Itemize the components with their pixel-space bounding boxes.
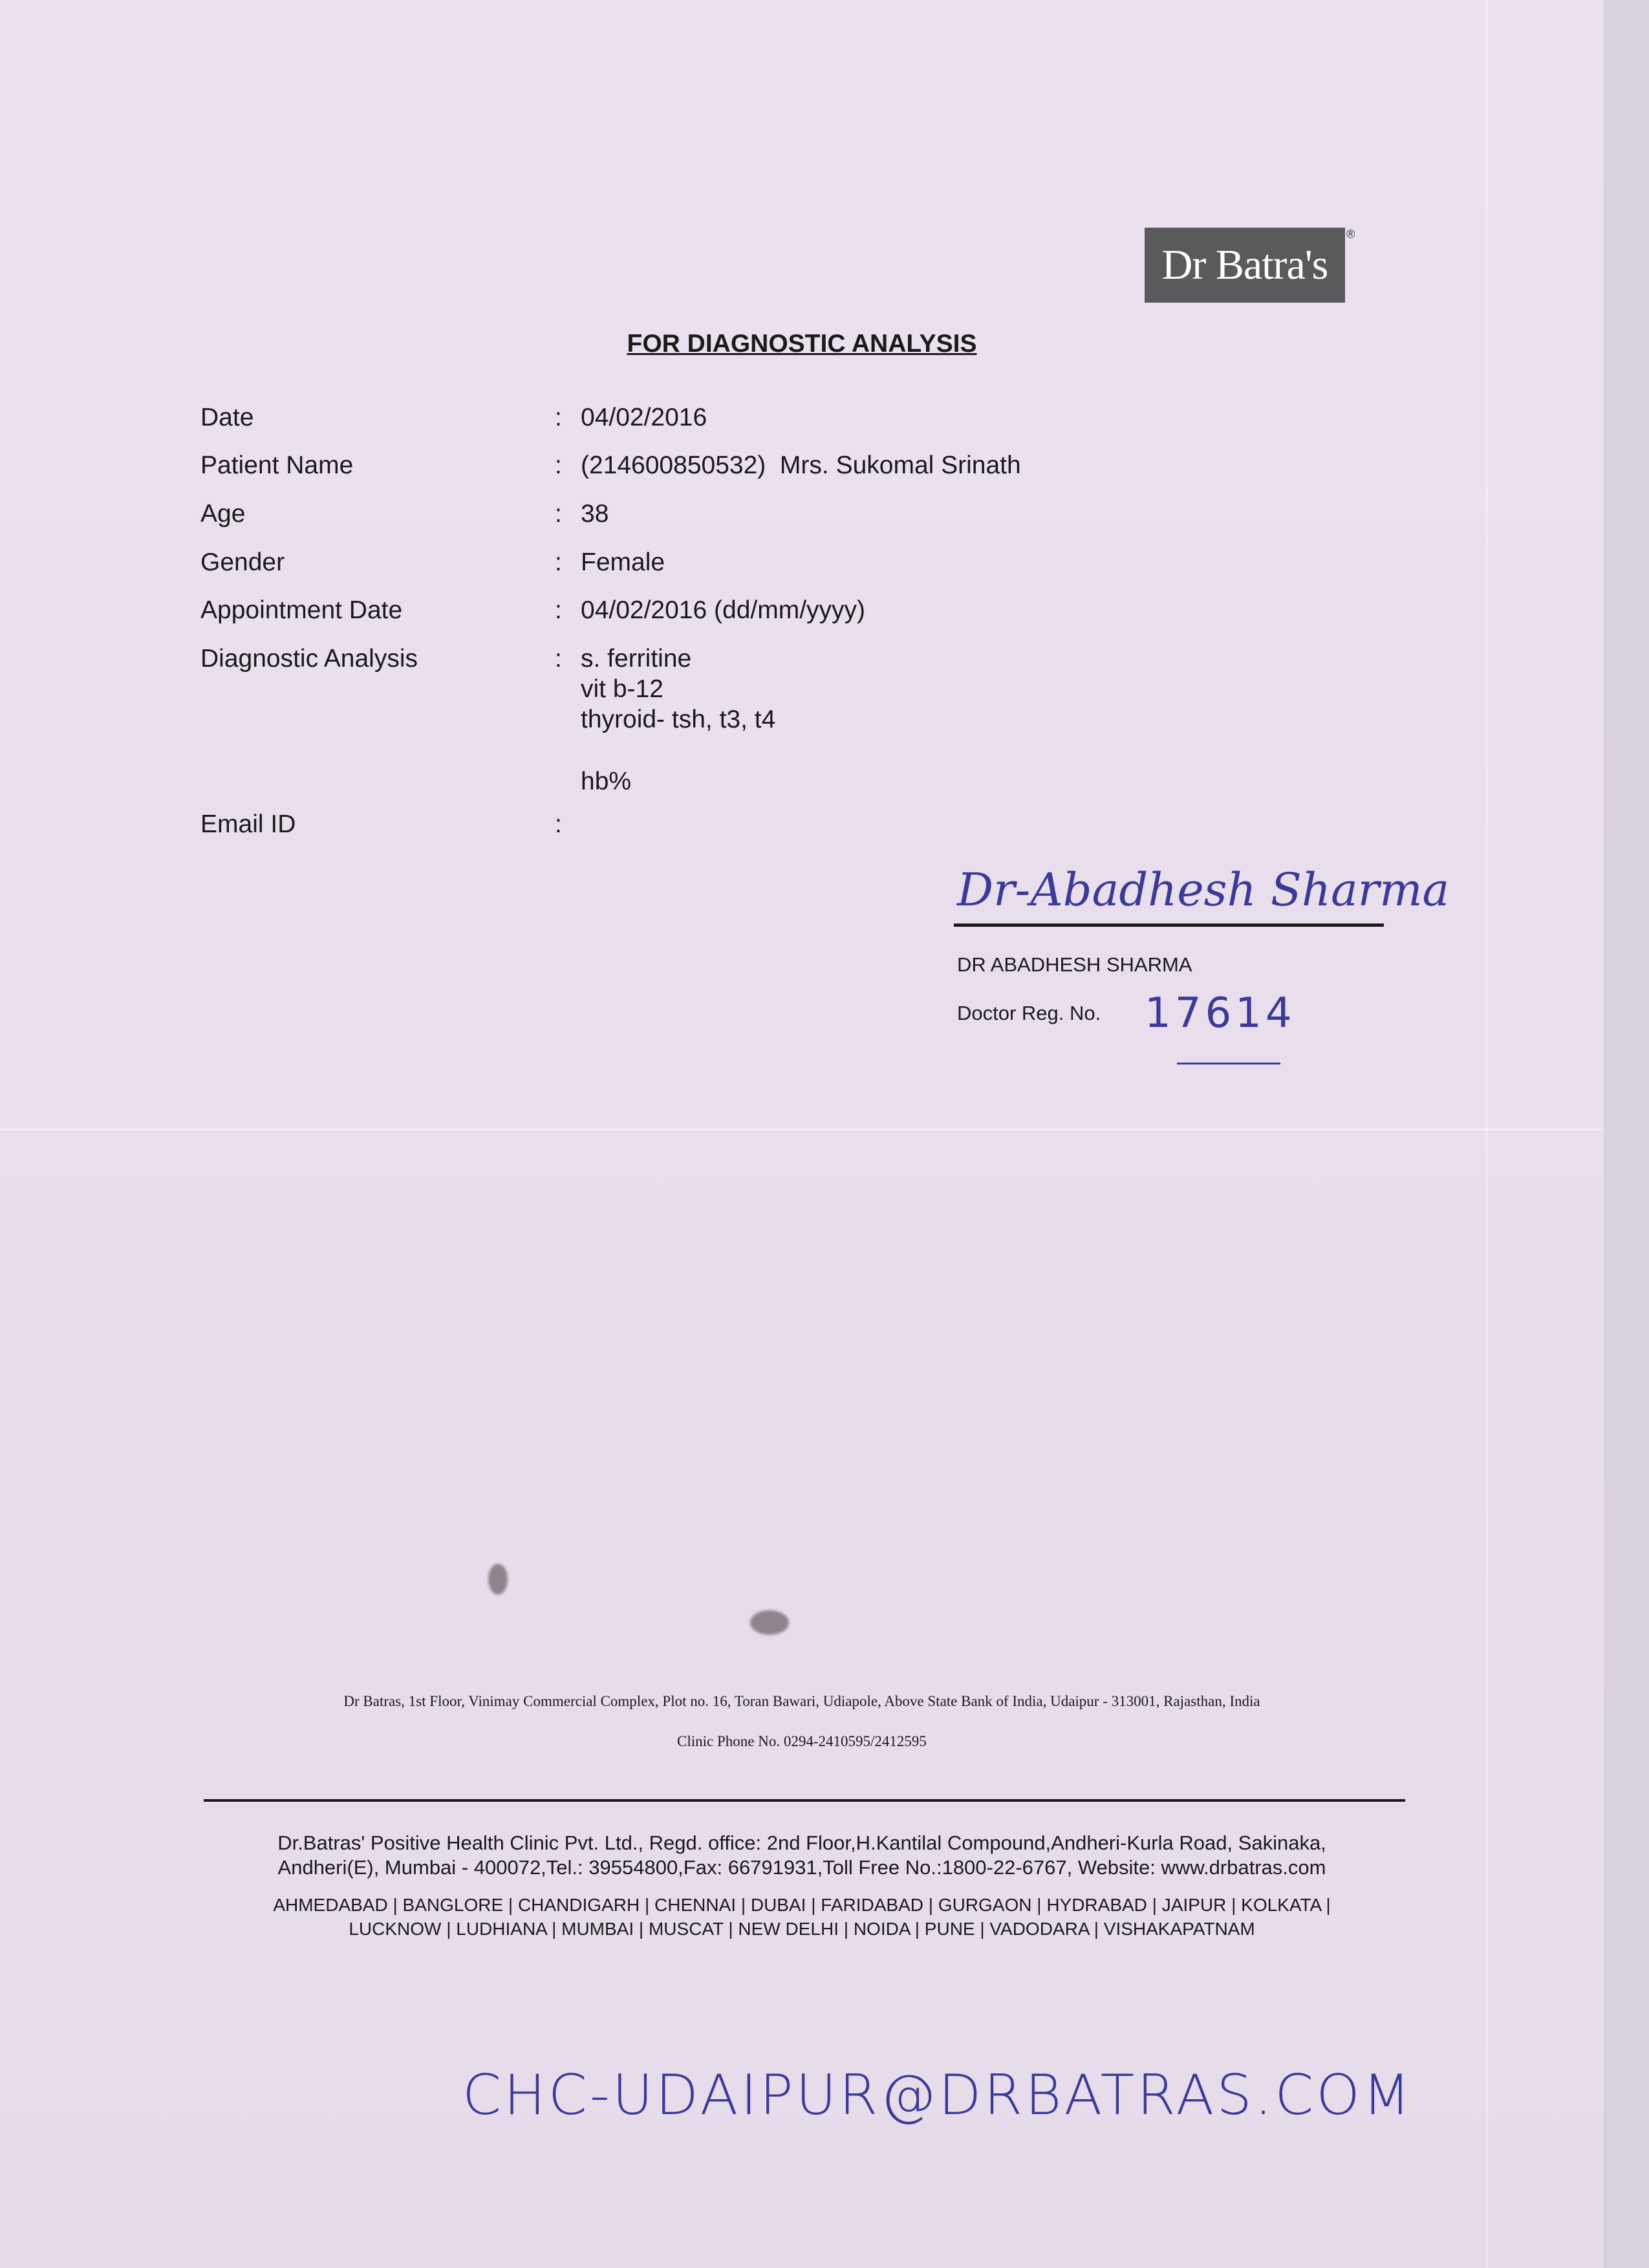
appointment-date-value: 04/02/2016 (dd/mm/yyyy) bbox=[581, 596, 866, 624]
company-info-line: Dr.Batras' Positive Health Clinic Pvt. Ltd., Regd. office: 2nd Floor,H.Kantilal Compound,Andheri-Kurla Road, Sakinaka, bbox=[277, 1831, 1326, 1854]
gender-label: Gender bbox=[200, 548, 285, 576]
analysis-item: vit b-12 bbox=[581, 675, 663, 703]
reg-underline bbox=[1177, 1063, 1280, 1064]
email-label: Email ID bbox=[200, 810, 296, 838]
analysis-item: thyroid- tsh, t3, t4 bbox=[581, 706, 776, 733]
paper-fold bbox=[0, 1129, 1604, 1130]
analysis-item: s. ferritine bbox=[581, 645, 692, 673]
appointment-date-label: Appointment Date bbox=[200, 596, 403, 624]
colon: : bbox=[555, 404, 562, 431]
doctor-reg-label: Doctor Reg. No. bbox=[957, 1002, 1101, 1024]
clinic-address: Dr Batras, 1st Floor, Vinimay Commercial Complex, Plot no. 16, Toran Bawari, Udiapole, Above State Bank of India, Udaipur - 313001, Rajasthan, India bbox=[343, 1693, 1260, 1709]
paper-stain bbox=[488, 1564, 508, 1595]
scan-edge bbox=[1604, 0, 1649, 2268]
date-value: 04/02/2016 bbox=[581, 404, 707, 431]
dr-batras-logo bbox=[1145, 228, 1345, 303]
colon: : bbox=[555, 451, 562, 479]
date-label: Date bbox=[200, 404, 254, 431]
colon: : bbox=[555, 810, 562, 838]
logo-text: Dr Batra's bbox=[1161, 241, 1328, 288]
doctor-reg-number: 17614 bbox=[1145, 989, 1296, 1037]
colon: : bbox=[555, 500, 562, 528]
handwritten-email: CHC-UDAIPUR@DRBATRAS.COM bbox=[462, 2063, 1414, 2128]
colon: : bbox=[555, 548, 562, 576]
company-info-line: Andheri(E), Mumbai - 400072,Tel.: 39554800,Fax: 66791931,Toll Free No.:1800-22-6767, Website: www.drbatras.com bbox=[277, 1856, 1326, 1879]
colon: : bbox=[555, 645, 562, 673]
clinic-phone: Clinic Phone No. 0294-2410595/2412595 bbox=[677, 1733, 927, 1749]
colon: : bbox=[555, 596, 562, 624]
document-title: FOR DIAGNOSTIC ANALYSIS bbox=[627, 330, 977, 358]
patient-name-label: Patient Name bbox=[200, 451, 354, 479]
signature-line bbox=[954, 923, 1384, 927]
registered-mark: ® bbox=[1346, 228, 1355, 241]
analysis-item: hb% bbox=[581, 768, 632, 795]
age-label: Age bbox=[200, 500, 246, 528]
cities-list: AHMEDABAD | BANGLORE | CHANDIGARH | CHENNAI | DUBAI | FARIDABAD | GURGAON | HYDRABAD | JAIPUR | KOLKATA | bbox=[273, 1895, 1331, 1915]
doctor-signature: Dr-Abadhesh Sharma bbox=[957, 863, 1450, 916]
gender-value: Female bbox=[581, 548, 665, 576]
paper-stain bbox=[750, 1610, 789, 1635]
age-value: 38 bbox=[581, 500, 609, 528]
footer-divider bbox=[204, 1799, 1405, 1802]
doctor-name: DR ABADHESH SHARMA bbox=[957, 953, 1192, 976]
cities-list: LUCKNOW | LUDHIANA | MUMBAI | MUSCAT | NEW DELHI | NOIDA | PUNE | VADODARA | VISHAKAPATNAM bbox=[349, 1919, 1255, 1939]
diagnostic-analysis-label: Diagnostic Analysis bbox=[200, 645, 418, 673]
patient-name-value: (214600850532) Mrs. Sukomal Srinath bbox=[581, 451, 1021, 479]
